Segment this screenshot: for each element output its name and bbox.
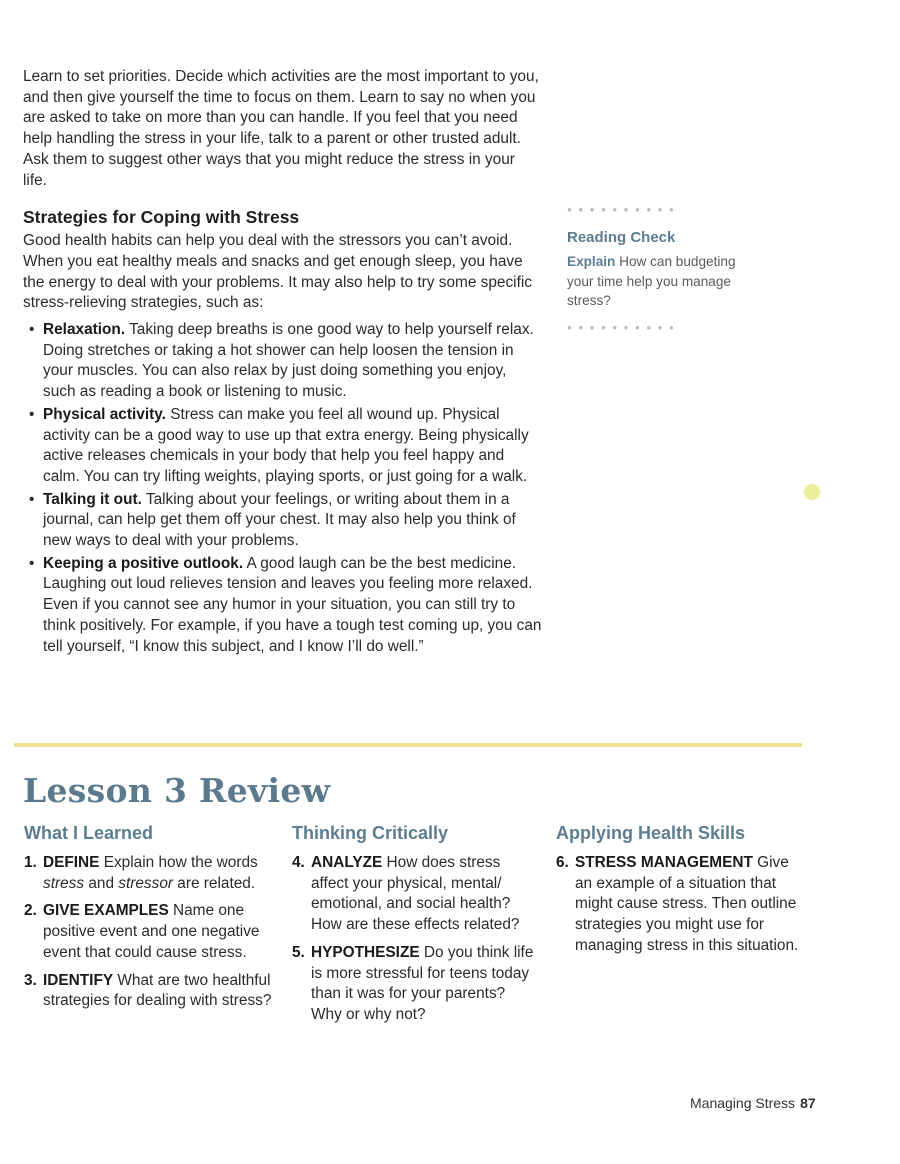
question-verb: IDENTIFY <box>43 971 114 989</box>
section-divider <box>14 743 802 747</box>
question-term: stressor <box>118 874 174 892</box>
reading-check-title: Reading Check <box>567 229 676 246</box>
question-text: Name one positive event and one negative event that could cause stress. <box>43 902 260 961</box>
review-column-heading: What I Learned <box>24 823 154 843</box>
question-text: are related. <box>173 874 256 892</box>
reading-check-box <box>567 205 757 333</box>
intro-paragraph: Learn to set priorities. Decide which activities are the most important to you, and then give yourself the time to focus on them. Learn to say no when you are asked to take on more than you can handle. If you feel that you need help handling the stress in your life, talk to a parent or other trusted adult. Ask them to suggest other ways that you might reduce the stress in your life. <box>23 68 539 189</box>
strategy-item-positive-outlook <box>23 554 543 658</box>
review-title: Lesson 3 Review <box>23 771 331 810</box>
review-question <box>24 971 279 1012</box>
section-heading-coping: Strategies for Coping with Stress <box>23 207 300 228</box>
bullet-dot: • <box>29 490 35 508</box>
strategy-item-relaxation <box>23 320 543 403</box>
strategy-label: Relaxation. <box>43 321 126 339</box>
strategy-label: Talking it out. <box>43 490 142 508</box>
reading-check-label: Explain <box>567 254 616 269</box>
question-number: 5. <box>292 943 305 961</box>
footer-section-title: Managing Stress <box>690 1095 796 1111</box>
strategy-list <box>23 320 543 657</box>
review-column-thinking <box>292 823 540 1033</box>
bullet-dot: • <box>29 405 35 423</box>
bullet-dot: • <box>29 321 35 339</box>
review-column-heading: Applying Health Skills <box>556 823 746 843</box>
question-number: 6. <box>556 854 569 871</box>
review-question <box>556 853 806 957</box>
question-verb: HYPOTHESIZE <box>311 943 420 961</box>
review-column-heading: Thinking Critically <box>292 823 449 843</box>
strategy-item-talking <box>23 490 543 552</box>
review-column-skills <box>556 823 806 964</box>
question-text: and <box>84 874 119 892</box>
strategy-item-physical-activity <box>23 405 543 488</box>
strategy-text: A good laugh can be the best medicine. Laughing out loud relieves tension and leaves you feeling more relaxed. Even if you cannot see any humor in your situation, you can still try to think positively. For example, if you have a tough test coming up, you can tell yourself, “I know this subject, and I know I’ll do well.” <box>43 554 542 655</box>
question-verb: DEFINE <box>43 854 100 871</box>
coping-paragraph: Good health habits can help you deal with the stressors you can’t avoid. When you eat healthy meals and snacks and get enough sleep, you have the energy to deal with your problems. It may also help to try some specific stress-relieving strategies, such as: <box>23 232 532 312</box>
review-column-learned <box>24 823 279 1019</box>
question-text: Do you think life is more stressful for teens today than it was for your parents? Why or why not? <box>311 943 534 1023</box>
review-question <box>24 901 279 963</box>
decorative-dot <box>804 484 820 500</box>
question-verb: STRESS MANAGEMENT <box>575 854 753 871</box>
reading-check-text: How can budgeting your time help you manage stress? <box>567 254 736 308</box>
strategy-label: Keeping a positive outlook. <box>43 554 244 572</box>
bullet-dot: • <box>29 554 35 572</box>
question-term: stress <box>43 874 85 892</box>
page-footer <box>690 1095 816 1111</box>
review-question <box>292 853 540 936</box>
page-number: 87 <box>800 1095 816 1111</box>
question-text: Explain how the words <box>99 854 258 871</box>
strategy-text: Stress can make you feel all wound up. Physical activity can be a good way to use up that extra energy. Being physically active releases chemicals in your body that help you feel happy and calm. You can try lifting weights, playing sports, or just going for a walk. <box>43 405 529 485</box>
strategy-label: Physical activity. <box>43 405 166 423</box>
main-column <box>23 67 543 659</box>
strategy-text: Talking about your feelings, or writing about them in a journal, can help get them off your chest. It may also help you think of new ways to deal with your problems. <box>43 490 516 550</box>
dotted-rule-bottom: ●●●●●●●●●● <box>567 322 681 332</box>
question-number: 1. <box>24 854 37 871</box>
question-verb: ANALYZE <box>311 854 383 871</box>
question-text: What are two healthful strategies for dealing with stress? <box>43 971 272 1010</box>
review-question <box>24 853 279 894</box>
question-text: Give an example of a situation that might cause stress. Then outline strategies you might use for managing stress in this situation. <box>575 854 799 954</box>
question-verb: GIVE EXAMPLES <box>43 902 169 920</box>
strategy-text: Taking deep breaths is one good way to help yourself relax. Doing stretches or taking a hot shower can help loosen the tension in your muscles. You can also relax by just doing something you enjoy, such as reading a book or listening to music. <box>43 321 534 401</box>
reading-check-question <box>567 252 757 311</box>
question-number: 3. <box>24 971 37 989</box>
question-number: 4. <box>292 854 305 871</box>
dotted-rule-top: ●●●●●●●●●● <box>567 205 681 214</box>
question-number: 2. <box>24 902 37 920</box>
question-text: How does stress affect your physical, mental/ emotional, and social health? How are these effects related? <box>311 854 520 934</box>
review-question <box>292 943 540 1026</box>
